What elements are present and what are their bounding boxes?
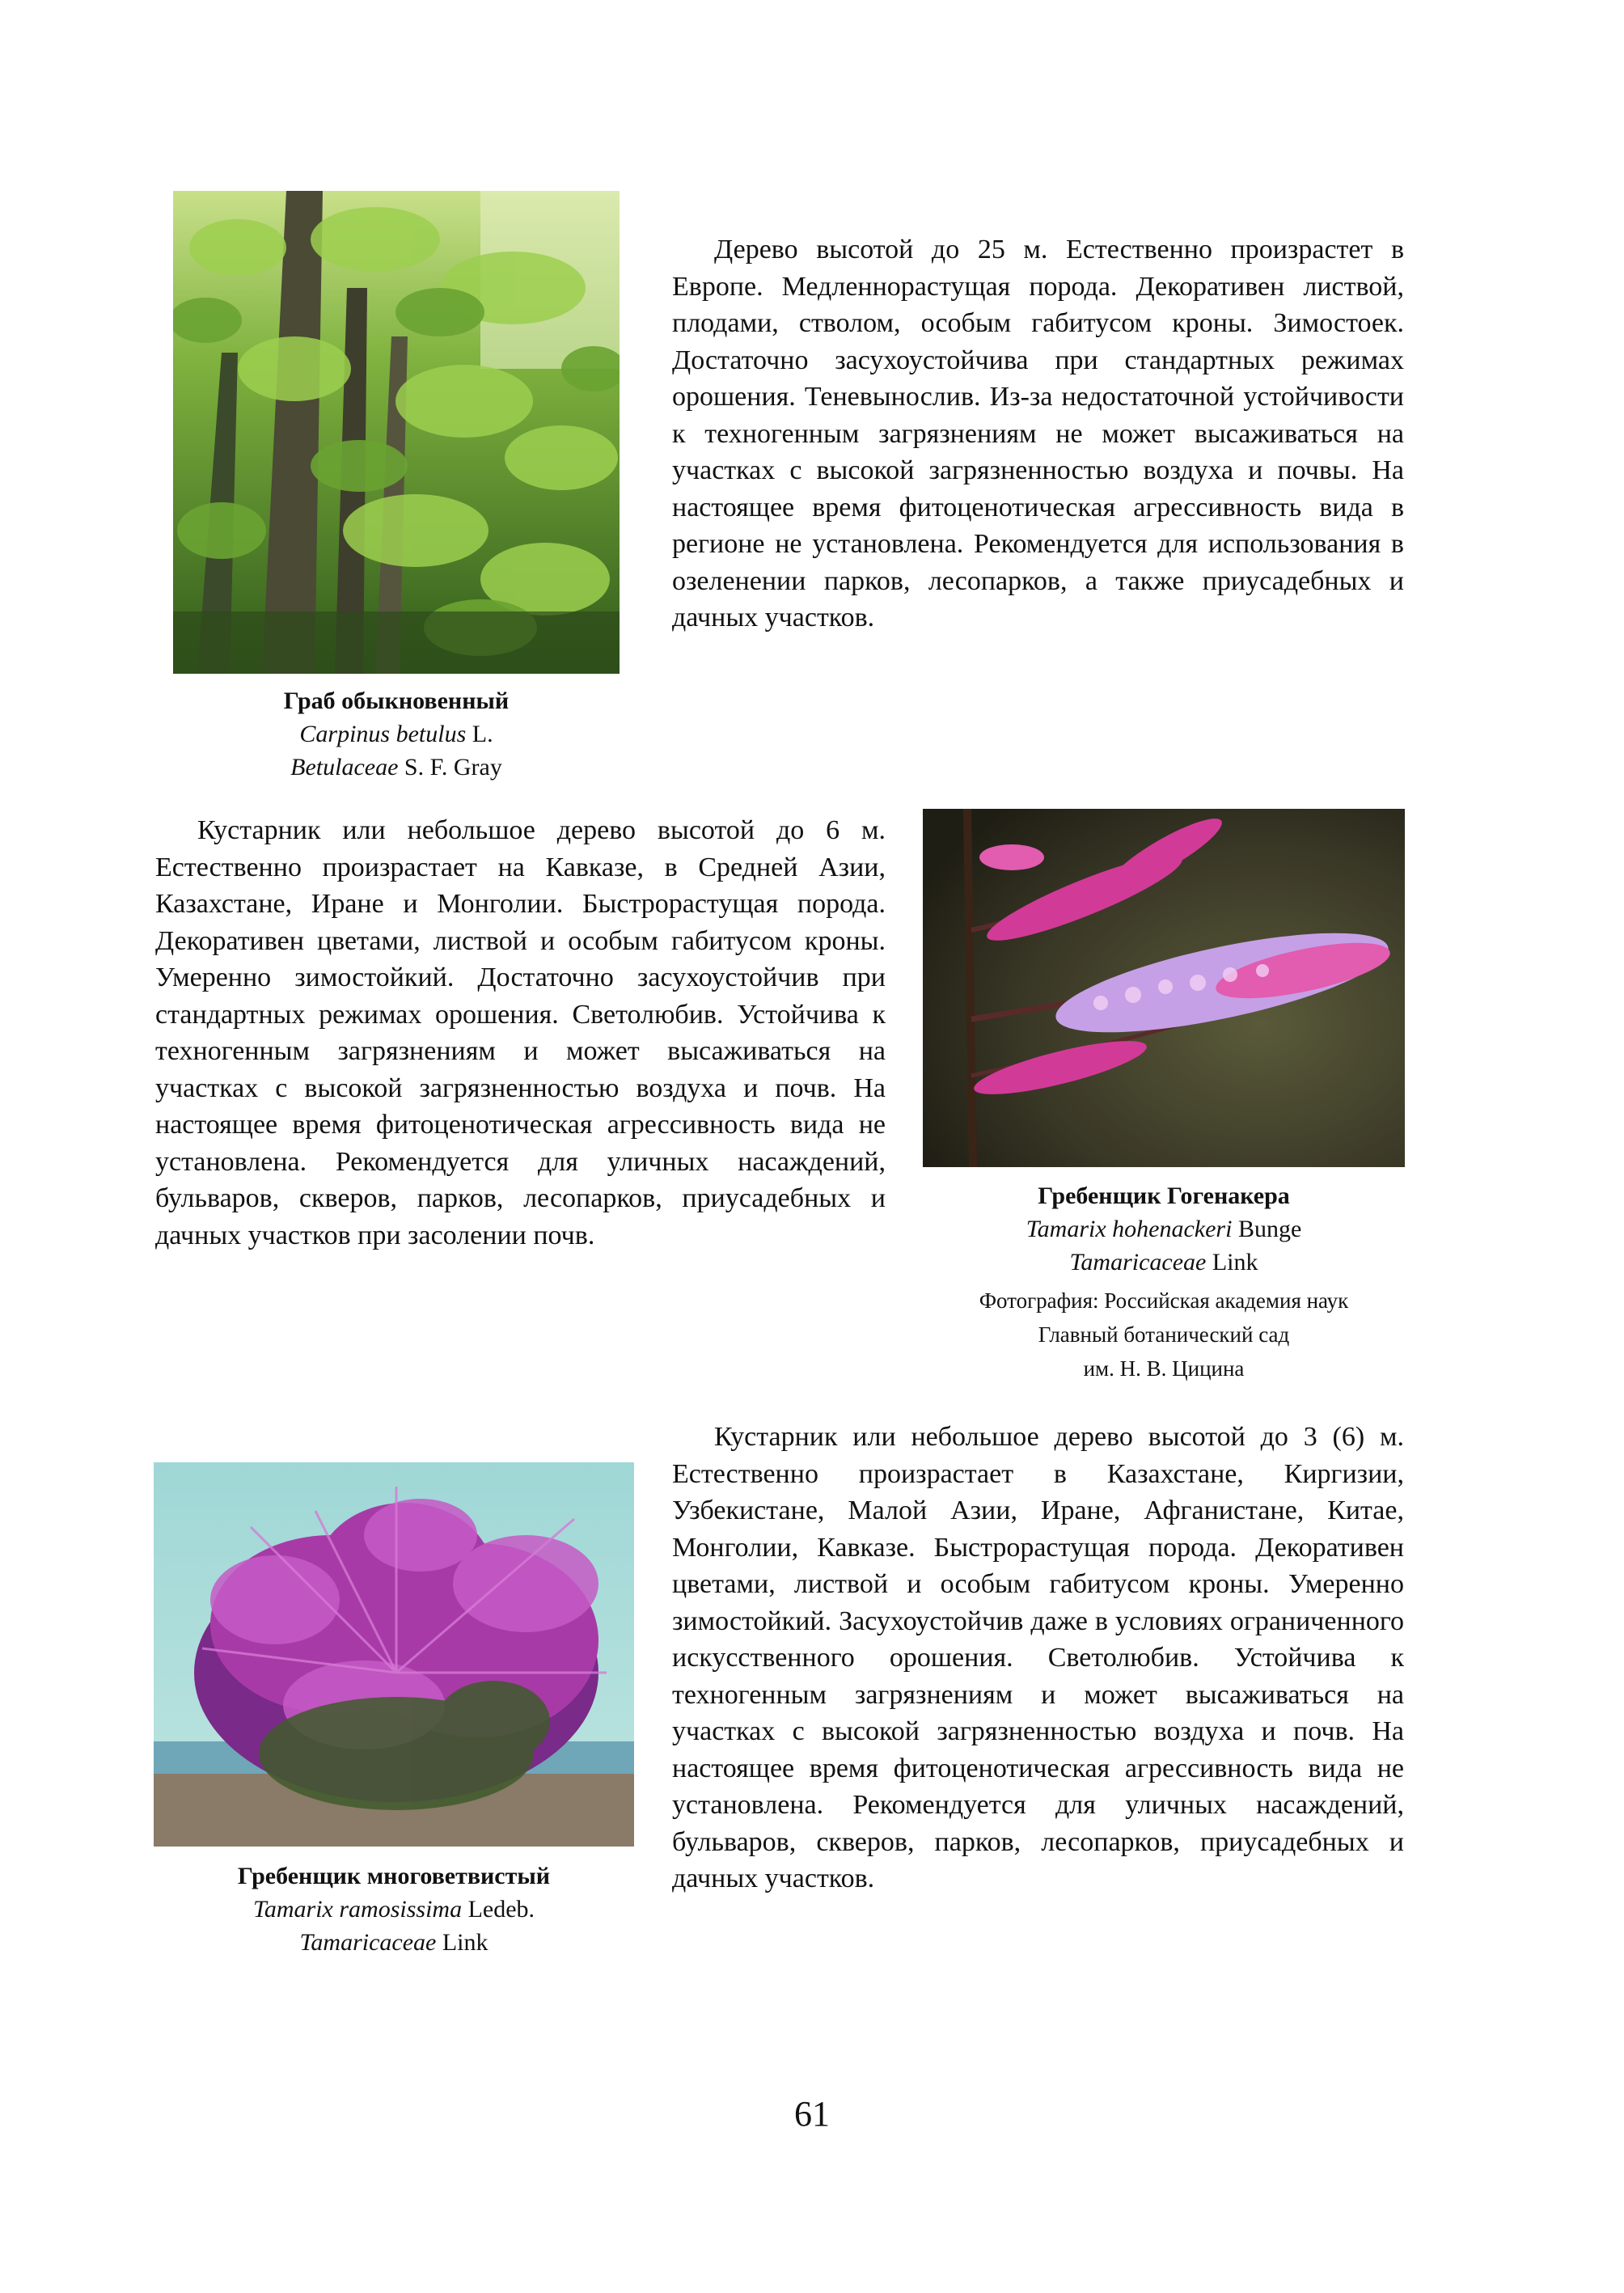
tamarix-hohenackeri-photo bbox=[923, 809, 1405, 1167]
tamarix-hohenackeri-latin-author: Bunge bbox=[1237, 1216, 1302, 1242]
tamarix-ramosissima-family-author: Link bbox=[442, 1929, 488, 1956]
hornbeam-latin-name: Carpinus betulus bbox=[299, 721, 467, 747]
tamarix-ramosissima-common-name: Гребенщик многоветвистый bbox=[237, 1863, 551, 1889]
tamarix-hohenackeri-paragraph: Кустарник или небольшое дерево высотой до 6 м. Естественно произрастает на Кавказе, в Средней Азии, Казахстане, Иране и Монголии. Быстрорастущая порода. Декоративен цветами, листвой и особым габитусом кроны. Умеренно зимостойкий. Достаточно засухоустойчив при стандартных режимах орошения. Светолюбив. Устойчива к техногенным загрязнениям и может высаживаться на участках с высокой загрязненностью воздуха и почв. На настоящее время фитоценотическая агрессивность вида не установлена. Рекомендуется для уличных насаждений, бульваров, скверов, парков, лесопарков, приусадебных и дачных участков при засолении почв. bbox=[155, 815, 886, 1250]
photo-credit-line: им. Н. В. Цицина bbox=[1083, 1356, 1245, 1381]
tamarix-hohenackeri-latin-name: Tamarix hohenackeri bbox=[1026, 1216, 1233, 1242]
tamarix-hohenackeri-family-line bbox=[923, 1246, 1405, 1279]
tamarix-ramosissima-paragraph: Кустарник или небольшое дерево высотой до 3 (6) м. Естественно произрастает в Казахстане, Киргизии, Узбекистане, Малой Азии, Иране, Афганистане, Китае, Монголии, Кавказе. Быстрорастущая порода. Декоративен цветами, листвой и особым габитусом кроны. Умеренно зимостойкий. Засухоустойчив даже в условиях ограниченного искусственного орошения. Светолюбив. Устойчива к техногенным загрязнениям и может высаживаться на участках с высокой загрязненностью воздуха и почв. На настоящее время фитоценотическая агрессивность вида не установлена. Рекомендуется для уличных насаждений, бульваров, скверов, парков, лесопарков, приусадебных и дачных участков. bbox=[672, 1422, 1404, 1893]
hornbeam-paragraph: Дерево высотой до 25 м. Естественно произрастет в Европе. Медленнорастущая порода. Декоративен листвой, плодами, стволом, особым габитусом кроны. Зимостоек. Достаточно засухоустойчива при стандартных режимах орошения. Теневынослив. Из-за недостаточной устойчивости к техногенным загрязнениям не может высаживаться на участках с высокой загрязненностью воздуха и почвы. На настоящее время фитоценотическая агрессивность вида в регионе не установлена. Рекомендуется для использования в озеленении парков, лесопарков, а также приусадебных и дачных участков. bbox=[672, 235, 1404, 632]
tamarix-ramosissima-caption bbox=[154, 1859, 634, 1959]
hornbeam-image bbox=[173, 191, 620, 674]
hornbeam-family-author: S. F. Gray bbox=[404, 754, 502, 781]
tamarix-ramosissima-latin-name: Tamarix ramosissima bbox=[252, 1896, 463, 1923]
tamarix-hohenackeri-latin-line bbox=[923, 1212, 1405, 1246]
tamarix-ramosissima-photo bbox=[154, 1462, 634, 1847]
tamarix-ramosissima-family: Tamaricaceae bbox=[299, 1929, 437, 1956]
tamarix-hohenackeri-caption bbox=[923, 1179, 1405, 1386]
tamarix-ramosissima-family-line bbox=[154, 1926, 634, 1959]
hornbeam-latin-author: L. bbox=[472, 721, 493, 747]
hornbeam-photo bbox=[173, 191, 620, 674]
page-number: 61 bbox=[794, 2094, 830, 2134]
hornbeam-common-name: Граб обыкновенный bbox=[283, 687, 510, 714]
tamarix-hohenackeri-common-name: Гребенщик Гогенакера bbox=[1038, 1182, 1290, 1209]
tamarix-ramosissima-description bbox=[672, 1419, 1404, 1897]
hornbeam-description bbox=[672, 231, 1404, 637]
hornbeam-family-line bbox=[173, 751, 620, 784]
tamarix-ramosissima-latin-author: Ledeb. bbox=[467, 1896, 535, 1923]
tamarix-hohenackeri-family: Tamaricaceae bbox=[1069, 1249, 1207, 1276]
tamarix-hohenackeri-family-author: Link bbox=[1212, 1249, 1258, 1276]
tamarix-ramosissima-image bbox=[154, 1462, 634, 1847]
hornbeam-family: Betulaceae bbox=[290, 754, 399, 781]
tamarix-ramosissima-latin-line bbox=[154, 1893, 634, 1926]
tamarix-hohenackeri-description bbox=[155, 812, 886, 1254]
tamarix-hohenackeri-image bbox=[923, 809, 1405, 1167]
photo-credit bbox=[923, 1284, 1405, 1386]
hornbeam-latin-line bbox=[173, 717, 620, 751]
photo-credit-line: Фотография: Российская академия наук bbox=[979, 1288, 1349, 1313]
hornbeam-caption bbox=[173, 684, 620, 784]
photo-credit-line: Главный ботанический сад bbox=[1038, 1322, 1290, 1347]
